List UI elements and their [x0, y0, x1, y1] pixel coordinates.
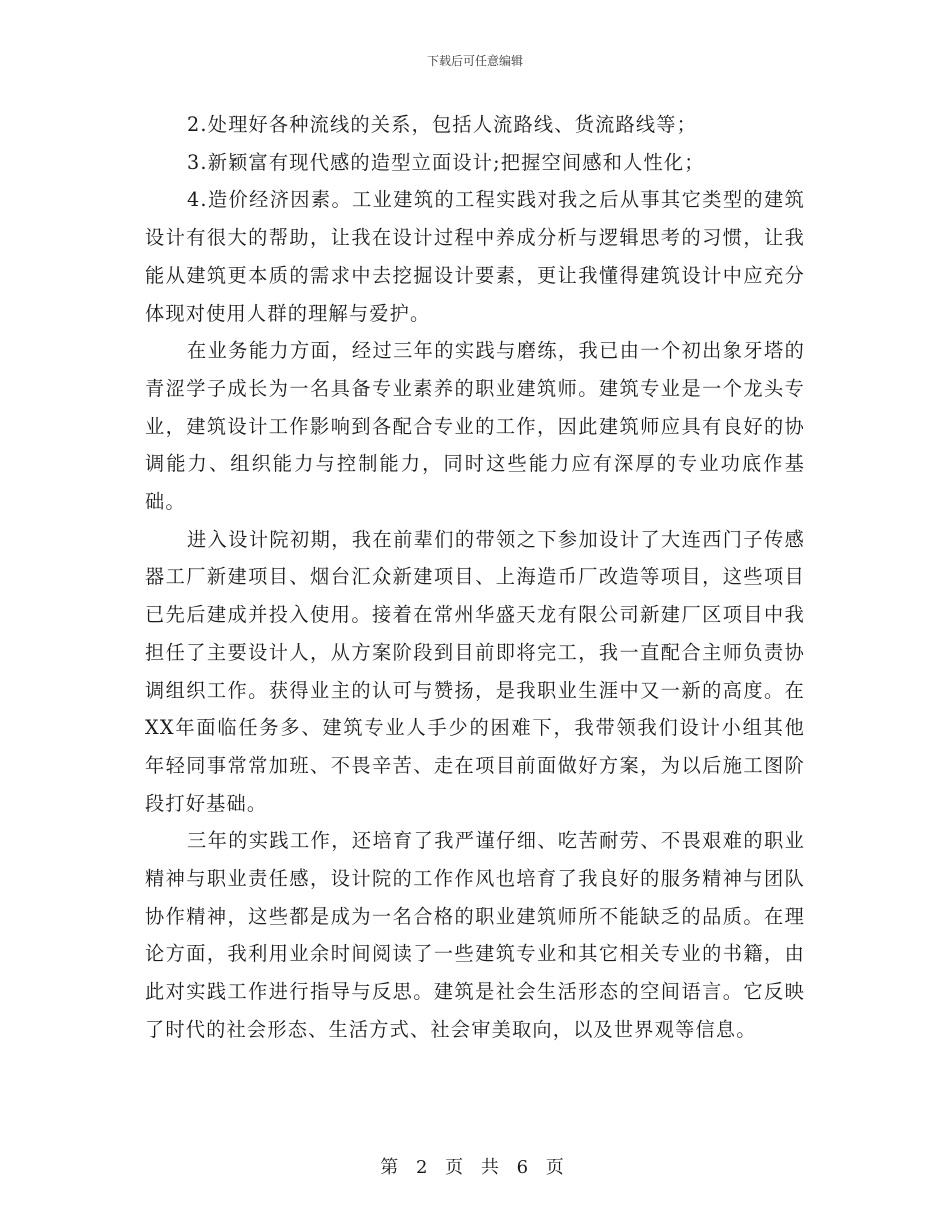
- paragraph: 进入设计院初期，我在前辈们的带领之下参加设计了大连西门子传感器工厂新建项目、烟台汇众新建项目、上海造币厂改造等项目，这些项目已先后建成并投入使用。接着在常州华盛天龙有限公司新建厂区项目中我担任了主要设计人，从方案阶段到目前即将完工，我一直配合主师负责协调组织工作。获得业主的认可与赞扬，是我职业生涯中又一新的高度。在XX年面临任务多、建筑专业人手少的困难下，我带领我们设计小组其他年轻同事常常加班、不畏辛苦、走在项目前面做好方案，为以后施工图阶段打好基础。: [145, 527, 805, 815]
- document-body: [145, 106, 805, 1049]
- paragraph: 三年的实践工作，还培育了我严谨仔细、吃苦耐劳、不畏艰难的职业精神与职业责任感，设计院的工作作风也培育了我良好的服务精神与团队协作精神，这些都是成为一名合格的职业建筑师所不能缺乏的品质。在理论方面，我利用业余时间阅读了一些建筑专业和其它相关专业的书籍，由此对实践工作进行指导与反思。建筑是社会生活形态的空间语言。它反映了时代的社会形态、生活方式、社会审美取向，以及世界观等信息。: [145, 829, 805, 1041]
- list-item: 2.处理好各种流线的关系，包括人流路线、货流路线等；: [187, 113, 698, 136]
- list-item: 3.新颖富有现代感的造型立面设计;把握空间感和人性化；: [187, 150, 705, 174]
- page-number-footer: 第 2 页 共 6 页: [380, 1157, 570, 1178]
- list-item: 4.造价经济因素。工业建筑的工程实践对我之后从事其它类型的建筑设计有很大的帮助，让我在设计过程中养成分析与逻辑思考的习惯，让我能从建筑更本质的需求中去挖掘设计要素，更让我懂得建筑设计中应充分体现对使用人群的理解与爱护。: [145, 188, 805, 325]
- paragraph: 在业务能力方面，经过三年的实践与磨练，我已由一个初出象牙塔的青涩学子成长为一名具备专业素养的职业建筑师。建筑专业是一个龙头专业，建筑设计工作影响到各配合专业的工作，因此建筑师应具有良好的协调能力、组织能力与控制能力，同时这些能力应有深厚的专业功底作基础。: [145, 339, 805, 514]
- page-header: 下载后可任意编辑: [426, 54, 523, 68]
